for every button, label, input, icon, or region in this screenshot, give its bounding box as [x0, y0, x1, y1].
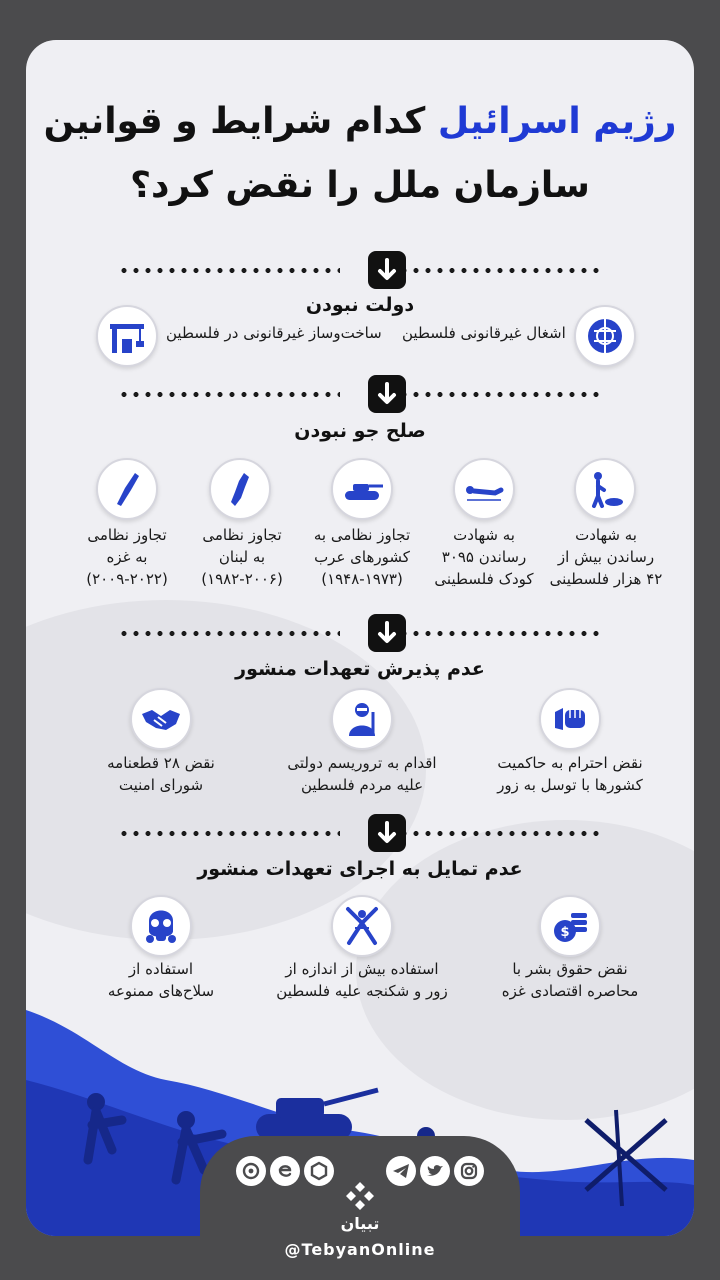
social-handle[interactable]: @TebyanOnline — [284, 1240, 436, 1259]
handshake-icon — [130, 688, 192, 750]
tank-icon — [331, 458, 393, 520]
gas-mask-icon — [130, 895, 192, 957]
section-heading: صلح جو نبودن — [294, 420, 426, 442]
construction-crane-icon — [96, 305, 158, 367]
item-caption: نقض حقوق بشر با محاصره اقتصادی غزه — [501, 960, 639, 1000]
rubika-icon[interactable] — [304, 1156, 334, 1186]
arrow-down-icon — [368, 814, 406, 852]
item-caption: استفاده از سلاح‌های ممنوعه — [107, 960, 215, 1000]
eitaa-icon[interactable] — [270, 1156, 300, 1186]
telegram-icon[interactable] — [386, 1156, 416, 1186]
arrow-down-icon — [368, 375, 406, 413]
title-line-2: سازمان ملل را نقض کرد؟ — [130, 165, 590, 206]
lebanon-map-icon — [209, 458, 271, 520]
item-caption: تجاوز نظامی به کشورهای عرب (۱۹۴۸-۱۹۷۳) — [313, 526, 411, 588]
section-item-text: ساخت‌وساز غیرقانونی در فلسطین — [166, 324, 382, 342]
gaza-map-icon — [96, 458, 158, 520]
twitter-icon[interactable] — [420, 1156, 450, 1186]
item-caption: تجاوز نظامی به غزه (۲۰۰۹-۲۰۲۲) — [86, 526, 168, 588]
section-heading: عدم پذیرش تعهدات منشور — [235, 658, 485, 680]
fallen-child-icon — [453, 458, 515, 520]
item-caption: استفاده بیش از اندازه از زور و شکنجه علیه فلسطین — [276, 960, 448, 1000]
wounded-civilians-icon — [574, 458, 636, 520]
infographic-card — [26, 40, 694, 1236]
occupation-icon — [574, 305, 636, 367]
item-caption: به شهادت رساندن بیش از ۴۲ هزار فلسطینی — [549, 526, 663, 588]
tebyan-logo-icon — [342, 1180, 378, 1214]
svg-text:$: $ — [560, 925, 570, 940]
section-divider — [118, 614, 602, 652]
armed-terrorist-icon — [331, 688, 393, 750]
fist-icon — [539, 688, 601, 750]
instagram-icon[interactable] — [454, 1156, 484, 1186]
arrow-down-icon — [368, 614, 406, 652]
tortured-prisoner-icon — [331, 895, 393, 957]
item-caption: نقض احترام به حاکمیت کشورها با توسل به زور — [497, 754, 643, 794]
section-divider — [118, 251, 602, 289]
coins-icon — [539, 895, 601, 957]
arrow-down-icon — [368, 251, 406, 289]
aparat-icon[interactable] — [236, 1156, 266, 1186]
item-caption: به شهادت رساندن ۳۰۹۵ کودک فلسطینی — [434, 526, 534, 588]
footer — [0, 1136, 720, 1280]
section-divider — [118, 814, 602, 852]
section-divider — [118, 375, 602, 413]
title-line-1: رژیم اسرائیل کدام شرایط و قوانین — [43, 101, 677, 142]
section-heading: دولت نبودن — [305, 294, 415, 316]
item-caption: تجاوز نظامی به لبنان (۱۹۸۲-۲۰۰۶) — [201, 526, 283, 588]
item-caption: نقض ۲۸ قطعنامه شورای امنیت — [107, 754, 215, 794]
section-item-text: اشغال غیرقانونی فلسطین — [402, 324, 566, 342]
brand-name: تبیان — [340, 1214, 380, 1233]
section-heading: عدم تمایل به اجرای تعهدات منشور — [197, 858, 523, 880]
item-caption: اقدام به تروریسم دولتی علیه مردم فلسطین — [287, 754, 437, 794]
